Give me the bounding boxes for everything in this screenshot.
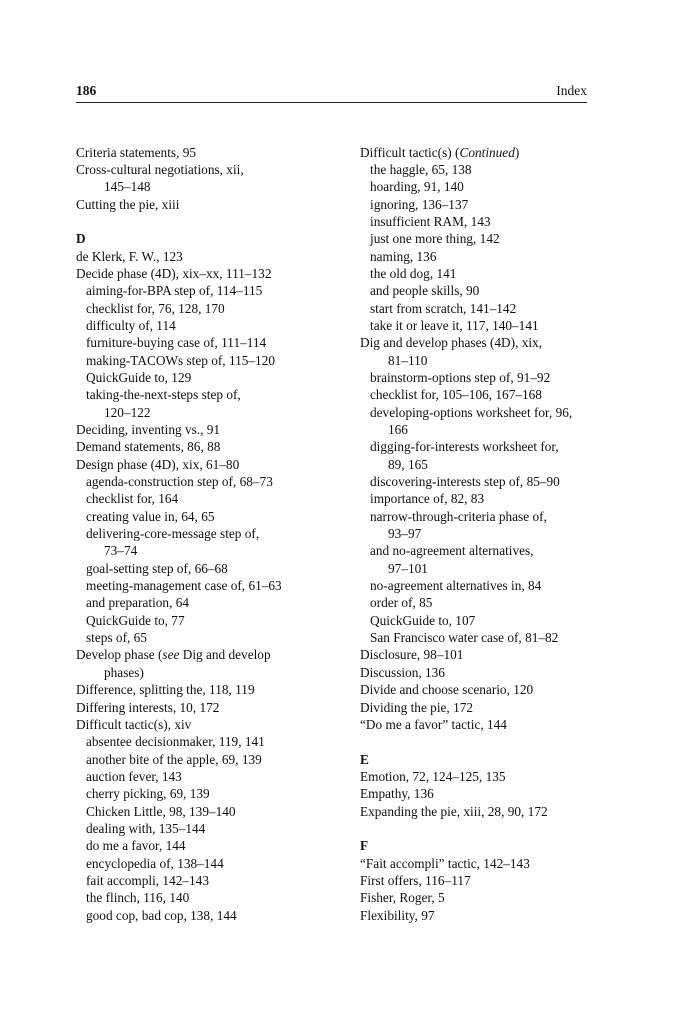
- index-subentry: auction fever, 143: [86, 768, 182, 784]
- index-continuation: 73–74: [104, 543, 138, 559]
- index-subentry: encyclopedia of, 138–144: [86, 855, 224, 871]
- blank-line: [76, 213, 346, 230]
- index-entry: Flexibility, 97: [360, 907, 435, 923]
- index-subentry: and no-agreement alternatives,: [370, 543, 534, 559]
- index-subentry: hoarding, 91, 140: [370, 179, 464, 195]
- index-subentry: no-agreement alternatives in, 84: [370, 578, 542, 594]
- index-subentry: checklist for, 76, 128, 170: [86, 300, 225, 316]
- header-rule: [76, 102, 587, 103]
- index-continuation: 120–122: [104, 404, 151, 420]
- index-subentry: furniture-buying case of, 111–114: [86, 335, 267, 351]
- index-continuation: 97–101: [388, 560, 428, 576]
- index-column-right: [360, 144, 595, 924]
- index-continuation: 81–110: [388, 352, 428, 368]
- index-subentry: brainstorm-options step of, 91–92: [370, 369, 551, 385]
- index-continuation: 145–148: [104, 179, 151, 195]
- index-subentry: discovering-interests step of, 85–90: [370, 474, 560, 490]
- section-letter: E: [360, 751, 369, 767]
- index-subentry: the old dog, 141: [370, 265, 457, 281]
- blank-line: [360, 733, 595, 750]
- index-subentry: digging-for-interests worksheet for,: [370, 439, 559, 455]
- section-letter: F: [360, 838, 369, 854]
- index-subentry: checklist for, 164: [86, 491, 179, 507]
- index-entry: Discussion, 136: [360, 664, 445, 680]
- index-subentry: absentee decisionmaker, 119, 141: [86, 734, 265, 750]
- index-subentry: start from scratch, 141–142: [370, 300, 517, 316]
- index-subentry: fait accompli, 142–143: [86, 872, 209, 888]
- index-subentry: good cop, bad cop, 138, 144: [86, 907, 237, 923]
- index-entry: Disclosure, 98–101: [360, 647, 464, 663]
- index-entry: Empathy, 136: [360, 786, 434, 802]
- index-subentry: QuickGuide to, 77: [86, 612, 185, 628]
- index-subentry: meeting-management case of, 61–63: [86, 578, 282, 594]
- index-subentry: dealing with, 135–144: [86, 820, 206, 836]
- index-subentry: take it or leave it, 117, 140–141: [370, 317, 539, 333]
- running-head: Index: [556, 83, 587, 98]
- index-entry: “Fait accompli” tactic, 142–143: [360, 855, 530, 871]
- index-entry: Dig and develop phases (4D), xix,: [360, 335, 543, 351]
- index-subentry: order of, 85: [370, 595, 433, 611]
- index-entry: Divide and choose scenario, 120: [360, 682, 534, 698]
- index-subentry: checklist for, 105–106, 167–168: [370, 387, 542, 403]
- index-subentry: naming, 136: [370, 248, 437, 264]
- index-continuation: phases): [104, 664, 144, 680]
- index-subentry: steps of, 65: [86, 630, 147, 646]
- index-column-left: [76, 144, 346, 924]
- index-subentry: QuickGuide to, 107: [370, 612, 476, 628]
- index-continuation: 89, 165: [388, 456, 428, 472]
- index-subentry: insufficient RAM, 143: [370, 213, 491, 229]
- index-subentry: ignoring, 136–137: [370, 196, 469, 212]
- index-subentry: agenda-construction step of, 68–73: [86, 474, 273, 490]
- index-continuation: 166: [388, 422, 408, 437]
- index-subentry: aiming-for-BPA step of, 114–115: [86, 283, 263, 299]
- index-entry: Develop phase (see Dig and develop: [76, 647, 271, 663]
- index-subentry: another bite of the apple, 69, 139: [86, 751, 262, 767]
- index-subentry: developing-options worksheet for, 96,: [370, 404, 573, 420]
- index-subentry: QuickGuide to, 129: [86, 369, 192, 385]
- index-entry: Cutting the pie, xiii: [76, 196, 180, 212]
- index-continuation: 93–97: [388, 526, 422, 542]
- index-subentry: the haggle, 65, 138: [370, 161, 472, 177]
- index-subentry: San Francisco water case of, 81–82: [370, 630, 559, 646]
- index-entry: Difference, splitting the, 118, 119: [76, 682, 255, 698]
- index-subentry: making-TACOWs step of, 115–120: [86, 352, 276, 368]
- page-number: 186: [76, 83, 97, 98]
- index-entry: Difficult tactic(s) (Continued): [360, 144, 520, 160]
- index-entry: “Do me a favor” tactic, 144: [360, 716, 507, 732]
- section-letter: D: [76, 231, 86, 247]
- index-subentry: creating value in, 64, 65: [86, 508, 215, 524]
- index-entry: Design phase (4D), xix, 61–80: [76, 456, 240, 472]
- index-entry: Difficult tactic(s), xiv: [76, 716, 192, 732]
- index-subentry: taking-the-next-steps step of,: [86, 387, 241, 403]
- blank-line: [360, 820, 595, 837]
- index-subentry: just one more thing, 142: [370, 231, 500, 247]
- index-subentry: difficulty of, 114: [86, 317, 176, 333]
- index-subentry: and preparation, 64: [86, 595, 190, 611]
- index-subentry: goal-setting step of, 66–68: [86, 560, 228, 576]
- index-entry: Decide phase (4D), xix–xx, 111–132: [76, 265, 272, 281]
- index-entry: Deciding, inventing vs., 91: [76, 422, 221, 437]
- page-header: [76, 83, 587, 101]
- index-entry: First offers, 116–117: [360, 872, 471, 888]
- index-entry: Differing interests, 10, 172: [76, 699, 220, 715]
- index-entry: Expanding the pie, xiii, 28, 90, 172: [360, 803, 548, 819]
- index-subentry: cherry picking, 69, 139: [86, 786, 210, 802]
- index-subentry: narrow-through-criteria phase of,: [370, 508, 547, 524]
- index-subentry: and people skills, 90: [370, 283, 480, 299]
- index-subentry: do me a favor, 144: [86, 838, 186, 854]
- index-entry: Cross-cultural negotiations, xii,: [76, 161, 244, 177]
- index-subentry: importance of, 82, 83: [370, 491, 485, 507]
- index-entry: Emotion, 72, 124–125, 135: [360, 768, 506, 784]
- index-subentry: the flinch, 116, 140: [86, 890, 190, 906]
- index-subentry: Chicken Little, 98, 139–140: [86, 803, 236, 819]
- index-entry: de Klerk, F. W., 123: [76, 248, 183, 264]
- index-subentry: delivering-core-message step of,: [86, 526, 260, 542]
- index-entry: Criteria statements, 95: [76, 144, 197, 160]
- index-entry: Fisher, Roger, 5: [360, 890, 445, 906]
- index-entry: Dividing the pie, 172: [360, 699, 474, 715]
- index-entry: Demand statements, 86, 88: [76, 439, 221, 455]
